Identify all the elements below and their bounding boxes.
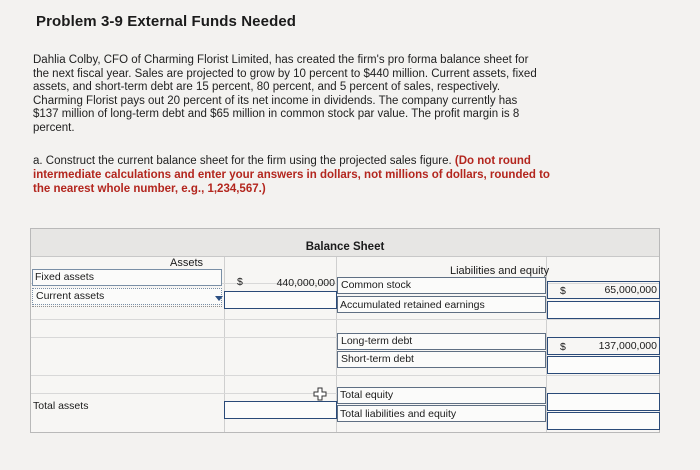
long-term-debt-label-cell [337,333,546,350]
problem-title: Problem 3-9 External Funds Needed [36,13,297,30]
common-stock-value: 65,000,000 [604,284,657,296]
problem-text: Dahlia Colby, CFO of Charming Florist Limited, has created the firm's pro forma balance sheet for the next fiscal year. Sales are projected to grow by 10 percent to $440 million. Current assets, fixed assets, and short-term debt are 15 percent, 80 percent, and 5 percent of sales, respectively. Charming Florist pays out 20 percent of its net income in dividends. The company currently has $137 million of long-term debt and $65 million in common stock par value. The profit margin is 8 percent. [33,54,537,134]
question-part: a. [33,155,43,167]
current-assets-label-cell[interactable] [32,288,222,305]
total-assets-input[interactable] [224,401,337,419]
sales-currency-symbol: $ [237,276,243,288]
row-separator [31,319,659,320]
total-equity-label: Total equity [340,389,394,401]
dotted-row-line [32,306,222,307]
total-equity-label-cell [337,387,546,404]
long-term-debt-label: Long-term debt [341,335,413,347]
retained-earnings-label-cell [337,296,546,313]
common-stock-label: Common stock [341,279,412,291]
short-term-debt-input[interactable] [547,356,660,374]
common-stock-currency-symbol: $ [560,285,566,297]
fixed-assets-label: Fixed assets [35,271,94,283]
total-equity-input[interactable] [547,393,660,411]
current-assets-input[interactable] [224,291,337,309]
retained-earnings-input[interactable] [547,301,660,319]
short-term-debt-label-cell [337,351,546,368]
balance-sheet-title: Balance Sheet [305,241,385,253]
chevron-down-icon[interactable] [215,296,223,301]
retained-earnings-label: Accumulated retained earnings [340,299,485,311]
row-separator [31,375,659,376]
short-term-debt-label: Short-term debt [341,353,414,365]
move-cursor-icon [313,387,327,401]
long-term-debt-value: 137,000,000 [598,340,657,352]
total-liabilities-equity-label: Total liabilities and equity [340,408,457,420]
question-instruction: (Do not round intermediate calculations and enter your answers in dollars, not millions of dollars, rounded to the nearest whole number, e.g., 1,234,567.) [33,155,550,195]
total-liabilities-equity-input[interactable] [547,412,660,430]
sales-value: 440,000,000 [276,277,335,289]
assets-header: Assets [170,257,204,269]
common-stock-input[interactable] [547,281,660,299]
common-stock-label-cell [337,277,546,294]
total-liabilities-equity-label-cell [337,405,546,422]
question-block [33,154,553,196]
balance-sheet-table [30,228,660,433]
long-term-debt-currency-symbol: $ [560,341,566,353]
fixed-assets-label-cell [32,269,222,286]
total-assets-label: Total assets [33,400,89,412]
question-text: Construct the current balance sheet for the firm using the projected sales figure. [45,155,452,167]
long-term-debt-input[interactable] [547,337,660,355]
current-assets-label: Current assets [36,290,105,302]
liabilities-header: Liabilities and equity [450,265,550,277]
